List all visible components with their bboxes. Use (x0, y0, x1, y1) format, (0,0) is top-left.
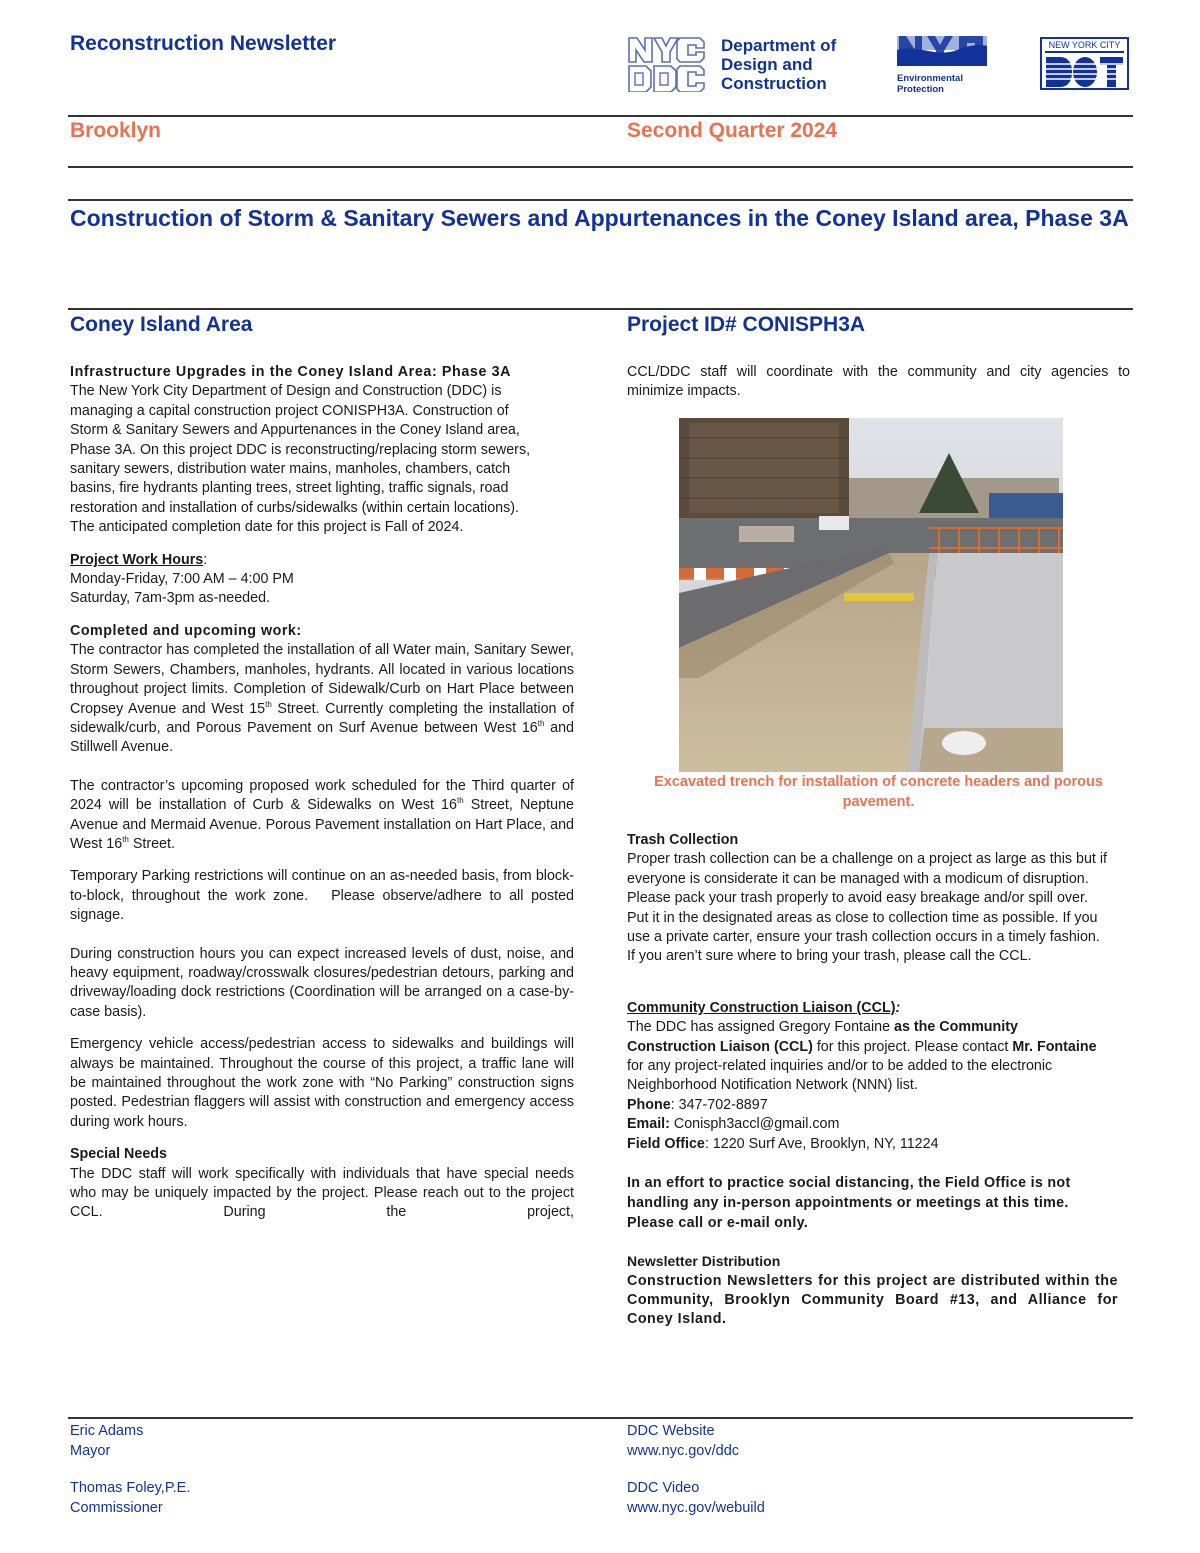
emergency-access-paragraph: Emergency vehicle access/pedestrian access to sidewalks and buildings will always be maintained. Throughout the course of this project, a traffic lane will be maintained throughout the work zone with “No Parking” construction signs posted. Pedestrian flaggers will assist with construction and emergency access during work hours. (70, 1036, 574, 1130)
website-link[interactable]: www.nyc.gov/ddc (627, 1442, 740, 1459)
ddc-line-2: Design and (721, 54, 813, 74)
photo-caption: Excavated trench for installation of concrete headers and porous pavement. (654, 774, 1103, 810)
intro-heading: Infrastructure Upgrades in the Coney Island Area: Phase 3A (70, 364, 512, 380)
nyc-dep-logo-icon (897, 36, 987, 66)
ccl-phone (627, 1096, 1130, 1115)
ddc-line-1: Department of (721, 35, 837, 55)
ccl-field-office (627, 1135, 1130, 1154)
special-needs-body: The DDC staff will work specifically with individuals that have special needs who may be uniquely impacted by the project. Please reach out to the project CCL. During the project, (70, 1165, 574, 1221)
project-title: Construction of Storm & Sanitary Sewers and Appurtenances in the Coney Island area, Phase 3A (70, 205, 1129, 231)
footer-officials (70, 1422, 190, 1518)
email-link[interactable]: Conisph3accl@gmail.com (669, 1116, 840, 1133)
dot-logo-top-text: NEW YORK CITY (1045, 40, 1124, 53)
phone-value[interactable]: : 347-702-8897 (670, 1096, 768, 1113)
nyc-ddc-logo-icon (627, 36, 707, 92)
field-office-address: : 1220 Surf Ave, Brooklyn, NY, 11224 (704, 1135, 939, 1152)
dep-line-2: Protection (897, 84, 944, 95)
website-label: DDC Website (627, 1423, 715, 1439)
dot-letters-icon (1044, 55, 1125, 89)
newsletter-title: Reconstruction Newsletter (70, 32, 337, 55)
columns-divider (68, 308, 1133, 310)
footer-links (627, 1422, 765, 1518)
left-column (70, 363, 578, 1223)
ccl-body: The DDC has assigned Gregory Fontaine as the Community Construction Liaison (CCL) for this project. Please contact Mr. Fontaine for any project-related inquiries and/or to be added to the electronic Neighborhood Notification Network (NNN) list. (627, 1019, 1097, 1094)
dep-line-1: Environmental (897, 73, 963, 84)
ccl-colon: : (895, 999, 901, 1016)
subhead-divider (68, 166, 1133, 168)
ccl-email (627, 1115, 1130, 1134)
parking-paragraph: Temporary Parking restrictions will continue on an as-needed basis, from block-to-block, throughout the work zone. Please observe/adhere to all posted signage. (70, 868, 578, 924)
work-hours-colon: : (203, 551, 208, 568)
email-label: Email: (627, 1116, 670, 1133)
ccl-heading: Community Construction Liaison (CCL) (627, 999, 896, 1016)
trench-photo-image (679, 418, 1063, 772)
special-needs-heading: Special Needs (70, 1146, 167, 1163)
ccl-section (627, 999, 1130, 1154)
dep-logo (897, 36, 987, 94)
field-office-label: Field Office (627, 1135, 705, 1152)
video-link[interactable]: www.nyc.gov/webuild (627, 1499, 765, 1516)
mayor-title: Mayor (70, 1442, 111, 1459)
video-label: DDC Video (627, 1480, 700, 1496)
commissioner-name: Thomas Foley,P.E. (70, 1480, 191, 1496)
construction-hours-paragraph: During construction hours you can expect increased levels of dust, noise, and heavy equipment, roadway/crosswalk closures/pedestrian detours, parking and driveway/loading dock restrictions (Coordination will be arranged on a case-by-case basis). (70, 945, 574, 1020)
trash-heading: Trash Collection (627, 832, 739, 848)
distribution-body: Construction Newsletters for this project are distributed within the Community, Brooklyn Community Board #13, and Alliance for Coney Island. (627, 1272, 1118, 1328)
work-hours-saturday: Saturday, 7am-3pm as-needed. (70, 590, 271, 607)
social-distancing-notice: In an effort to practice social distancing, the Field Office is not handling any in-person appointments or meetings at this time. Please call or e-mail only. (627, 1175, 1071, 1232)
quarter-label: Second Quarter 2024 (627, 119, 838, 142)
masthead-divider (68, 115, 1133, 117)
region-label: Brooklyn (70, 119, 162, 142)
trash-body: Proper trash collection can be a challenge on a project as large as this but if everyone is considerate it can be managed with a modicum of disruption. Please pack your trash properly to avoid easy breakage and/or spill over. Put it in the designated areas as close to collection time as possible. If you use a private carter, ensure your trash collection occurs in a timely fashion. If you aren’t sure where to bring your trash, please call the CCL. (627, 851, 1108, 965)
ddc-logo (627, 34, 857, 94)
dot-logo (1040, 37, 1129, 90)
special-needs-continued: CCL/DDC staff will coordinate with the community and city agencies to minimize impacts. (627, 364, 1130, 400)
upcoming-work-paragraph: The contractor’s upcoming proposed work scheduled for the Third quarter of 2024 will be installation of Curb & Sidewalks on West 16th Street, Neptune Avenue and Mermaid Avenue. Porous Pavement installation on Hart Place, and West 16th Street. (70, 777, 574, 852)
distribution-heading: Newsletter Distribution (627, 1253, 781, 1270)
completed-work-paragraph: The contractor has completed the installation of all Water main, Sanitary Sewer, Storm Sewers, Chambers, manholes, hydrants. All located in various locations throughout project limits. Completion of Sidewalk/Curb on Hart Place between Cropsey Avenue and West 15th Street. Currently completing the installation of sidewalk/curb, and Porous Pavement on Surf Avenue between West 16th and Stillwell Avenue. (70, 642, 574, 756)
construction-photo (679, 418, 1063, 772)
work-hours-section (70, 551, 574, 609)
ddc-wordmark (721, 36, 836, 93)
work-hours-weekday: Monday-Friday, 7:00 AM – 4:00 PM (70, 571, 294, 588)
commissioner-title: Commissioner (70, 1499, 163, 1516)
right-column-lower (627, 831, 1130, 1330)
area-heading: Coney Island Area (70, 313, 253, 336)
project-id-heading: Project ID# CONISPH3A (627, 313, 866, 336)
intro-body: The New York City Department of Design and Construction (DDC) is managing a capital construction project CONISPH3A. Construction of Storm & Sanitary Sewers and Appurtenances in the Coney Island area, Phase 3A. On this project DDC is reconstructing/replacing storm sewers, sanitary sewers, distribution water mains, manholes, chambers, catch basins, fire hydrants planting trees, street lighting, traffic signals, road restoration and installation of curbs/sidewalks (within certain locations). The anticipated completion date for this project is Fall of 2024. (70, 383, 531, 536)
footer-divider (68, 1417, 1133, 1419)
title-divider (68, 199, 1133, 201)
mayor-name: Eric Adams (70, 1423, 144, 1439)
phone-label: Phone (627, 1096, 671, 1113)
ddc-line-3: Construction (721, 73, 827, 93)
dep-wordmark (897, 73, 987, 95)
work-hours-heading: Project Work Hours (70, 551, 204, 568)
work-heading: Completed and upcoming work: (70, 622, 302, 639)
